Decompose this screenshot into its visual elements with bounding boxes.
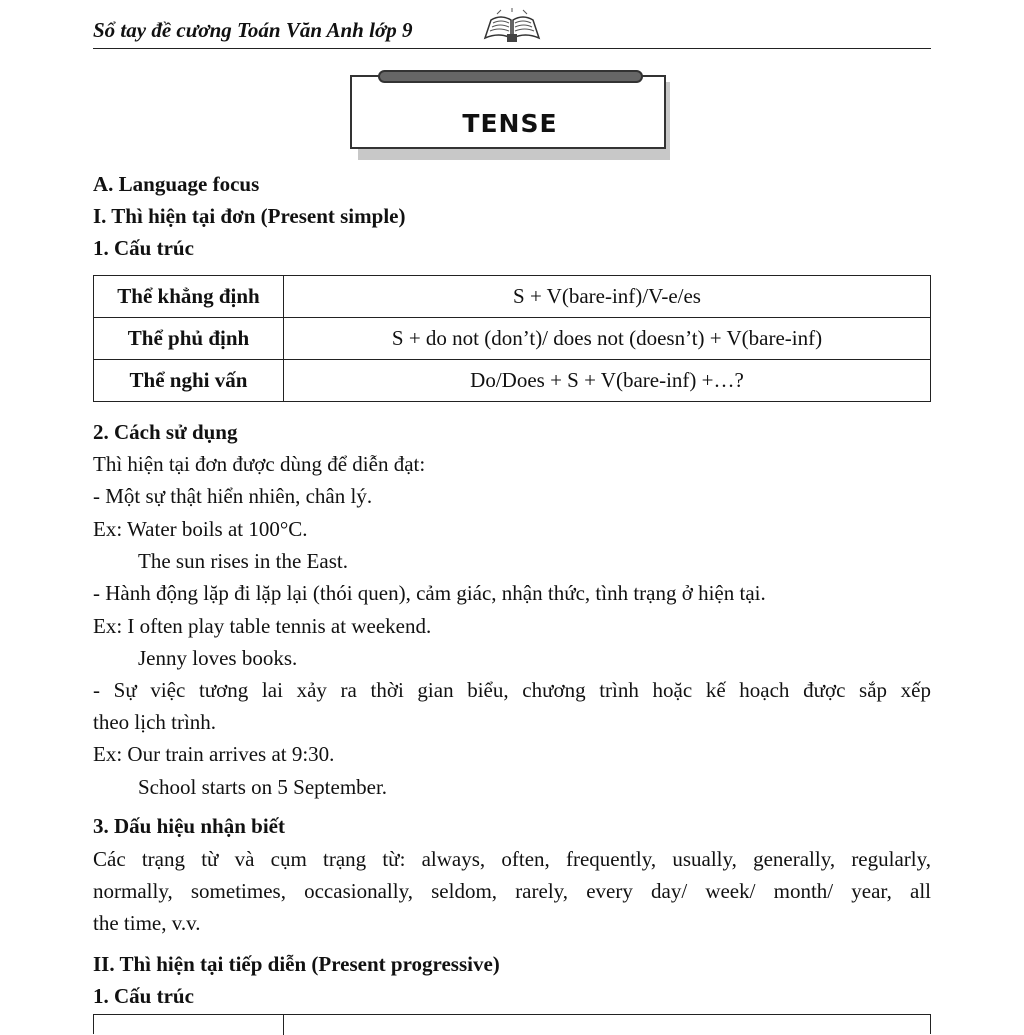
table-row: [94, 360, 931, 402]
signs-line-3: the time, v.v.: [93, 911, 201, 935]
heading-present-progressive: II. Thì hiện tại tiếp diễn (Present progressive): [93, 952, 500, 976]
row-formula: Do/Does + S + V(bare-inf) +…?: [284, 360, 931, 402]
row-label: Thể khẳng định: [94, 276, 284, 318]
heading-present-simple: I. Thì hiện tại đơn (Present simple): [93, 204, 406, 228]
signs-line-2: normally, sometimes, occasionally, seldom, rarely, every day/ week/ month/ year, all: [93, 879, 931, 903]
row-label: Thể phủ định: [94, 318, 284, 360]
banner-title: TENSE: [462, 109, 558, 138]
usage-1-example-1: Ex: Water boils at 100°C.: [93, 517, 308, 541]
table-row: [94, 276, 931, 318]
banner-box: [350, 75, 666, 149]
banner-bar: [378, 70, 643, 83]
heading-structure-2: 1. Cấu trúc: [93, 984, 194, 1008]
table-divider: [283, 1015, 284, 1035]
usage-3-example-2: School starts on 5 September.: [138, 775, 388, 799]
heading-signs: 3. Dấu hiệu nhận biết: [93, 814, 285, 838]
usage-item-3-line-2: theo lịch trình.: [93, 710, 217, 734]
row-formula: S + V(bare-inf)/V-e/es: [284, 276, 931, 318]
usage-1-example-2: The sun rises in the East.: [138, 549, 348, 573]
heading-usage: 2. Cách sử dụng: [93, 420, 238, 444]
present-progressive-table-top: [93, 1014, 931, 1034]
present-simple-structure-table: [93, 275, 931, 402]
usage-2-example-1: Ex: I often play table tennis at weekend.: [93, 614, 432, 638]
heading-structure: 1. Cấu trúc: [93, 236, 194, 260]
row-label: Thể nghi vấn: [94, 360, 284, 402]
usage-item-2: - Hành động lặp đi lặp lại (thói quen), cảm giác, nhận thức, tình trạng ở hiện tại.: [93, 581, 766, 605]
page-header: [93, 8, 931, 49]
header-title: Sổ tay đề cương Toán Văn Anh lớp 9: [93, 18, 413, 42]
heading-language-focus: A. Language focus: [93, 172, 260, 196]
usage-2-example-2: Jenny loves books.: [138, 646, 298, 670]
signs-line-1: Các trạng từ và cụm trạng từ: always, often, frequently, usually, generally, regularly,: [93, 847, 931, 871]
section-banner: [350, 68, 670, 160]
book-icon: [481, 8, 543, 42]
table-row: [94, 318, 931, 360]
usage-item-1: - Một sự thật hiển nhiên, chân lý.: [93, 484, 373, 508]
usage-3-example-1: Ex: Our train arrives at 9:30.: [93, 742, 335, 766]
row-formula: S + do not (don’t)/ does not (doesn’t) + V(bare-inf): [284, 318, 931, 360]
usage-intro: Thì hiện tại đơn được dùng để diễn đạt:: [93, 452, 426, 476]
usage-item-3-line-1: - Sự việc tương lai xảy ra thời gian biểu, chương trình hoặc kế hoạch được sắp xếp: [93, 678, 931, 702]
